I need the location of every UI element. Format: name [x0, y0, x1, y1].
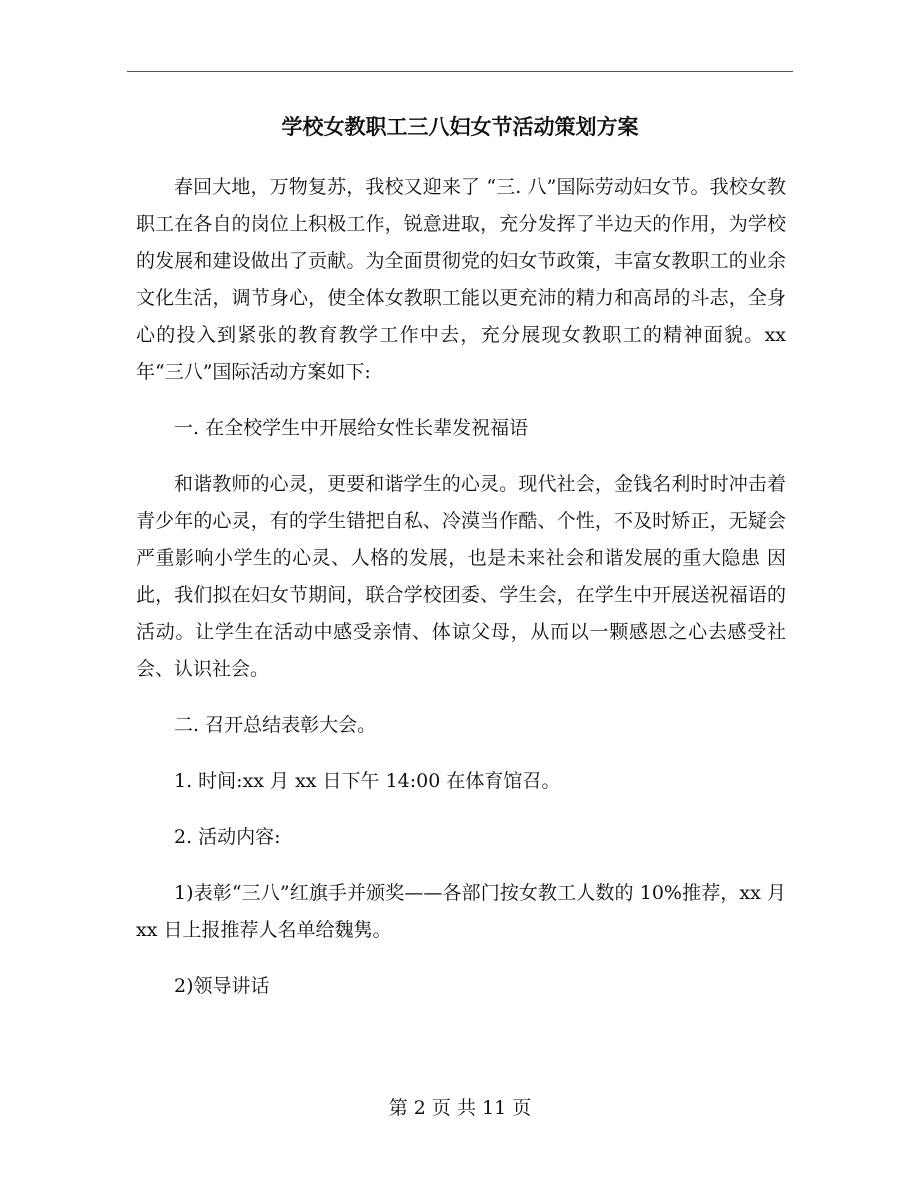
document-body	[136, 169, 786, 1005]
leader-speech-item: 2)领导讲话	[174, 975, 270, 997]
document-title: 学校女教职工三八妇女节活动策划方案	[281, 114, 639, 139]
section-1-paragraph: 和谐教师的心灵，更要和谐学生的心灵。现代社会，金钱名利时时冲击着青少年的心灵，有的学生错把自私、冷漠当作酷、个性，不及时矫正，无疑会严重影响小学生的心灵、人格的发展，也是未来社会和谐发展的重大隐患 因此，我们拟在妇女节期间，联合学校团委、学生会，在学生中开展送祝福语的活动。让学生在活动中感受亲情、体谅父母，从而以一颗感恩之心去感受社会、认识社会。	[136, 473, 786, 680]
commendation-item: 1)表彰“三八”红旗手并颁奖——各部门按女教工人数的 10%推荐，xx 月 xx 日上报推荐人名单给魏隽。	[136, 882, 786, 941]
section-heading-2: 二. 召开总结表彰大会。	[174, 714, 377, 736]
time-item: 1. 时间:xx 月 xx 日下午 14:00 在体育馆召。	[174, 770, 561, 792]
activity-content-item: 2. 活动内容:	[174, 826, 281, 848]
page-number-footer: 第 2 页 共 11 页	[388, 1097, 532, 1119]
header-divider	[127, 71, 793, 72]
intro-paragraph: 春回大地，万物复苏，我校又迎来了 “三. 八”国际劳动妇女节。我校女教职工在各自的岗位上积极工作，锐意进取，充分发挥了半边天的作用，为学校的发展和建设做出了贡献。为全面贯彻党的妇女节政策，丰富女教职工的业余文化生活，调节身心，使全体女教职工能以更充沛的精力和高昂的斗志，全身心的投入到紧张的教育教学工作中去，充分展现女教职工的精神面貌。xx 年“三八”国际活动方案如下:	[136, 176, 786, 383]
section-heading-1: 一. 在全校学生中开展给女性长辈发祝福语	[174, 417, 529, 439]
